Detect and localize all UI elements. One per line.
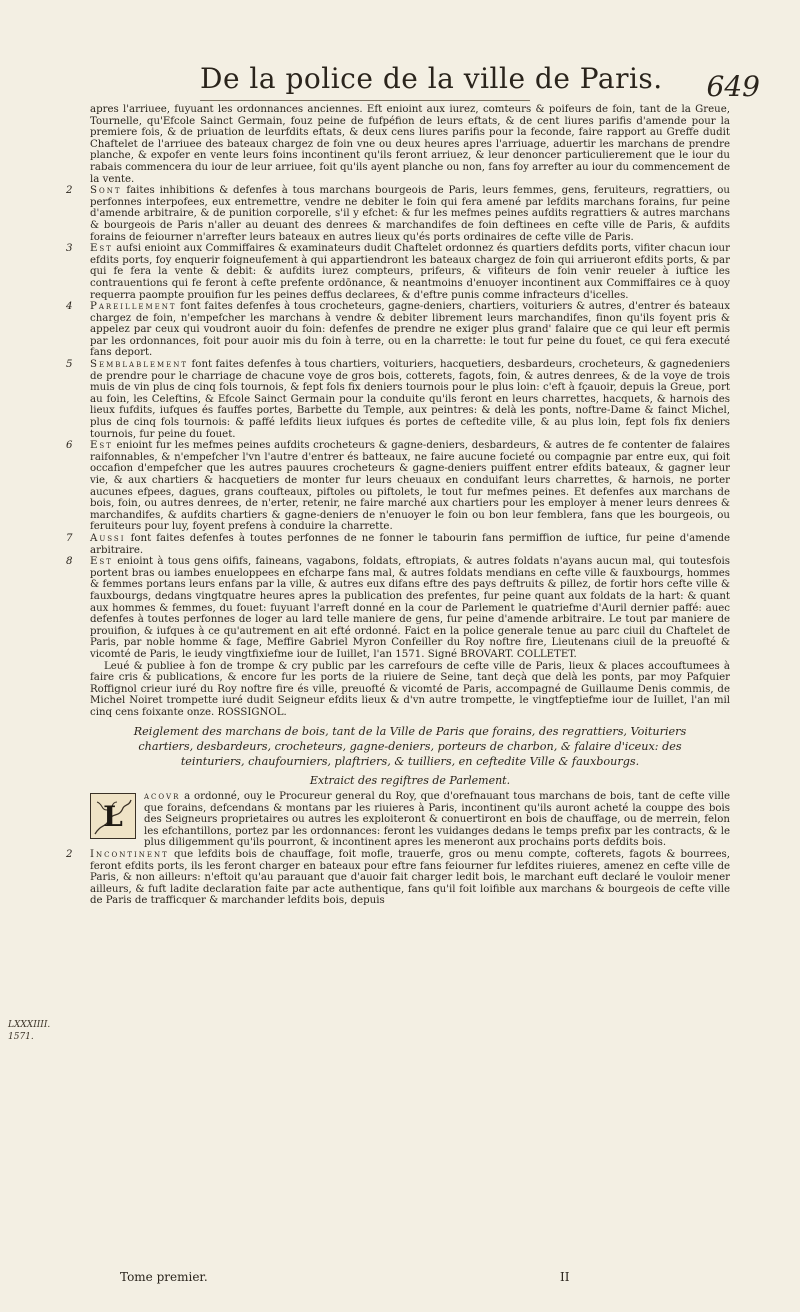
main-text-column <box>66 104 730 1294</box>
paragraph-b2 <box>66 849 730 907</box>
paragraph-text: Leué & publiee à fon de trompe & cry public par les carrefours de cefte ville de Paris, lieux & places accouftumees à faire cris & publications, & encore fur les ports de la riuiere de Seine, tant deçà que delà les ponts, par moy Pafquier Roffignol crieur iuré du Roy noftre fire és ville, preuofté & vicomté de Paris, accompagné de Guillaume Denis commis, de Michel Noiret trompette iuré dudit Seigneur efdits lieux & d'vn autre trompette, le vingtfeptiefme iour de Iuillet, l'an mil cinq cens foixante onze. ROSSIGNOL. <box>90 660 730 718</box>
paragraph-number: 6 <box>66 440 73 452</box>
decorated-initial-L <box>90 793 136 839</box>
paragraph-2 <box>66 185 730 243</box>
paragraph-number: 5 <box>66 359 73 371</box>
paragraph-0 <box>90 104 730 185</box>
paragraph-6 <box>66 440 730 533</box>
paragraph-7 <box>66 532 730 556</box>
paragraph-first-word: acovr <box>144 791 181 803</box>
paragraph-text: enioint fur les mefmes peines aufdits crocheteurs & gagne-deniers, desbardeurs, & autres de fe contenter de falaires raifonnables, & n'empefcher l'vn l'autre d'entrer és batteaux, ne faire aucune focieté ou compagnie par entre eux, qui foit occafion d'empefcher que les autres pauures crocheteurs & gagne-deniers puiffent entrer efdits bateaux, & gagner leur vie, & aux chartiers & hacquetiers de monter fur leurs cheuaux en conduifant leurs charrettes, & harnois, ne porter aucunes efpees, dagues, grans coufteaux, piftoles ou piftolets, le tout fur mefmes peines. Et defenfes aux marchans de bois, foin, ou autres denrees, de n'erter, retenir, ne faire marché aux chartiers pour les employer à mener leurs denrees & marchandifes, & aufdits chartiers & gagne-deniers de n'enuoyer le foin ou bon leur femblera, fans que les bourgeois, ou feruiteurs pour luy, foyent prefens à conduire la charrette. <box>90 440 730 533</box>
paragraph-text: font faites defenfes à toutes perfonnes de ne fonner le tabourin fans permiffion de iuftice, fur peine d'amende arbitraire. <box>90 532 730 556</box>
margin-note-year-arabic: 1571. <box>8 1032 34 1042</box>
paragraph-first-word: Est <box>90 556 113 568</box>
paragraph-text: font faites defenfes à tous crocheteurs, gagne-deniers, chartiers, voituriers & autres, d'entrer és bateaux chargez de foin, n'empefcher les marchans à vendre & debiter librement leurs marchandifes, finon qu'ils foyent pris & appelez par ceux qui voudront auoir du foin: defenfes de prendre ne exiger plus grand' falaire que ce qui leur eft permis par les ordonnances, foit pour auoir mis du foin à terre, ou en la charrette: le tout fur peine du fouet, ce qui fera executé fans deport. <box>90 301 730 359</box>
paragraph-number: 4 <box>66 301 73 313</box>
paragraph-number: 2 <box>66 849 73 861</box>
paragraph-text: que lefdits bois de chauffage, foit mofle, trauerfe, gros ou menu compte, cofterets, fagots & bourrees, feront efdits ports, ils les feront charger en bateaux pour eftre fans feiourner fur lefdites riuieres, amenez en cefte ville de Paris, & non ailleurs: n'eftoit qu'au parauant que d'auoir fait charger ledit bois, le marchant euft declaré le vouloir mener ailleurs, & fuft ladite declaration faite par acte authentique, fans qu'il foit loifible aux marchans & bourgeois de cefte ville de Paris de trafficquer & marchander lefdits bois, depuis <box>90 849 730 907</box>
paragraph-first-word: Incontinent <box>90 849 169 861</box>
paragraph-first-word: Est <box>90 440 113 452</box>
margin-note-year-roman: LXXXIIII. <box>8 1020 51 1030</box>
paragraph-text: faites inhibitions & defenfes à tous marchans bourgeois de Paris, leurs femmes, gens, feruiteurs, regrattiers, ou perfonnes interpofees, eux entremettre, vendre ne debiter le foin qui fera amené par lefdits marchans forains, fur peine d'amende arbitraire, & de punition corporelle, s'il y efchet: & fur les mefmes peines aufdits regrattiers & autres marchans & bourgeois de Paris n'aller au deuant des denrees & marchandifes de foin deftinees en cefte ville de Paris, & aufdits forains de feiourner n'arrefter leurs bateaux en autres lieux qu'és ports ordinaires de cefte ville de Paris. <box>90 185 730 243</box>
header-divider <box>200 100 530 101</box>
svg-text:L: L <box>103 800 123 834</box>
paragraph-first-word: Est <box>90 243 113 255</box>
paragraph-text: font faites defenfes à tous chartiers, voituriers, hacquetiers, desbardeurs, crocheteurs, & gagnedeniers de prendre pour le charriage de chacune voye de gros bois, cotterets, fagots, foin, & autres denrees, & de la voye de trois muis de vin plus de cinq fols tournois, & fept fols fix deniers tournois pour le plus loin: c'eft à fçauoir, depuis la Greue, port au foin, les Celeftins, & Efcole Sainct Germain pour la conduite qu'ils feront en leurs charrettes, hacquets, & harnois des lieux fufdits, iufques és fauffes portes, Barbette du Temple, aux peintres: & delà les ponts, noftre-Dame & fainct Michel, plus de cinq fols tournois: & paffé lefdits lieux iufques és portes de ceftedite ville, & au plus loin, fept fols fix deniers tournois, fur peine du fouet. <box>90 359 730 440</box>
paragraph-number: 3 <box>66 243 73 255</box>
paragraph-first-word: Pareillement <box>90 301 177 313</box>
paragraph-number: 7 <box>66 532 73 544</box>
paragraph-number: 8 <box>66 556 73 568</box>
paragraph-first-word: Sont <box>90 185 122 197</box>
signature-mark: II <box>560 1270 570 1284</box>
section-heading: Reiglement des marchans de bois, tant de la Ville de Paris que forains, des regrattiers, Voituriers chartiers, desbardeurs, crocheteurs, gagne-deniers, porteurs de charbon, & falaire d'iceux: des teinturiers, chaufourniers, plaftriers, & tuilliers, en ceftedite Ville & fauxbourgs. <box>133 725 687 769</box>
publication-note <box>90 661 730 719</box>
paragraph-first-word: Aussi <box>90 532 126 544</box>
paragraph-number: 2 <box>66 185 73 197</box>
paragraph-5 <box>66 359 730 440</box>
page-number: 649 <box>706 70 760 103</box>
paragraph-text: enioint à tous gens oififs, faineans, vagabons, foldats, eftropiats, & autres foldats n'ayans aucun mal, qui toutesfois portent bras ou iambes enueloppees en efcharpe fans mal, & autres foldats mendians en cefte ville & fauxbourgs, hommes & femmes portans leurs enfans par la ville, & autres eux difans eftre des pays deftruits & pillez, de fortir hors cefte ville & fauxbourgs, dedans vingtquatre heures apres la publication des prefentes, fur peine quant aux foldats de la hart: & quant aux hommes & femmes, du fouet: fuyuant l'arreft donné en la cour de Parlement le quatriefme d'Auril dernier paffé: auec defenfes à toutes perfonnes de loger au lard telle maniere de gens, fur peine d'amende arbitraire. Le tout par maniere de prouifion, & iufques à ce qu'autrement en ait efté ordonné. Faict en la police generale tenue au parc ciuil du Chaftelet de Paris, par noble homme & fage, Meffire Gabriel Myron Confeiller du Roy noftre fire, Lieutenans ciuil de la preuofté & vicomté de Paris, le ieudy vingtfixiefme iour de Iuillet, l'an 1571. Signé BROVART. COLLETET. <box>90 556 730 660</box>
extract-title: Extraict des regiftres de Parlement. <box>309 774 511 788</box>
catchword: Tome premier. <box>120 1270 208 1284</box>
paragraph-8 <box>66 556 730 660</box>
paragraph-text: apres l'arriuee, fuyuant les ordonnances anciennes. Eft enioint aux iurez, comteurs & poifeurs de foin, tant de la Greue, Tournelle, qu'Efcole Sainct Germain, fouz peine de fufpéfion de leurs eftats, & de cent liures parifis d'amende pour la premiere fois, & de priuation de leurfdits eftats, & deux cens liures parifis pour la feconde, faire rapport au Greffe dudit Chaftelet de l'arriuee des bateaux chargez de foin vne ou deux heures apres l'arriuage, aduertir les marchans de prendre planche, & expofer en vente leurs foins incontinent qu'ils feront arriuez, & leur denoncer particulierement que le iour du rabais commencera du iour de leur arriuee, foit qu'ils ayent planche ou non, fans foy arrefter au iour du commencement de la vente. <box>90 104 730 185</box>
paragraph-text: a ordonné, ouy le Procureur general du Roy, que d'orefnauant tous marchans de bois, tant de cefte ville que forains, defcendans & montans par les riuieres à Paris, incontinent qu'ils auront acheté la couppe des bois des Seigneurs proprietaires ou autres les exploiteront & conuertiront en bois de chauffage, ou de merrein, felon les efchantillons, portez par les ordonnances: feront les vuidanges dedans le temps prefix par les contracts, & le plus diligemment qu'ils pourront, & incontinent apres les meneront aux prochains ports defdits bois. <box>144 791 730 849</box>
paragraph-3 <box>66 243 730 301</box>
paragraph-first-word: Semblablement <box>90 359 189 371</box>
paragraph-4 <box>66 301 730 359</box>
paragraph-b1 <box>90 791 730 849</box>
running-title: De la police de la ville de Paris. <box>200 62 663 95</box>
paragraph-text: aufsi enioint aux Commiffaires & examinateurs dudit Chaftelet ordonnez és quartiers defdits ports, vifiter chacun iour efdits ports, foy enquerir foigneufement à qui appartiendront les bateaux chargez de foin qui arriueront efdits ports, & par qui fe fera la vente & debit: & aufdits iurez compteurs, prifeurs, & vifiteurs de foin venir reueler à iuftice les contrauentions qui fe feront à cefte prefente ordōnance, & neantmoins d'enuoyer incontinent aux Commiffaires ce à quoy requerra paompte prouifion fur les peines deffus declarees, & d'eftre punis comme infracteurs d'icelles. <box>90 243 730 301</box>
page-header <box>200 62 760 104</box>
